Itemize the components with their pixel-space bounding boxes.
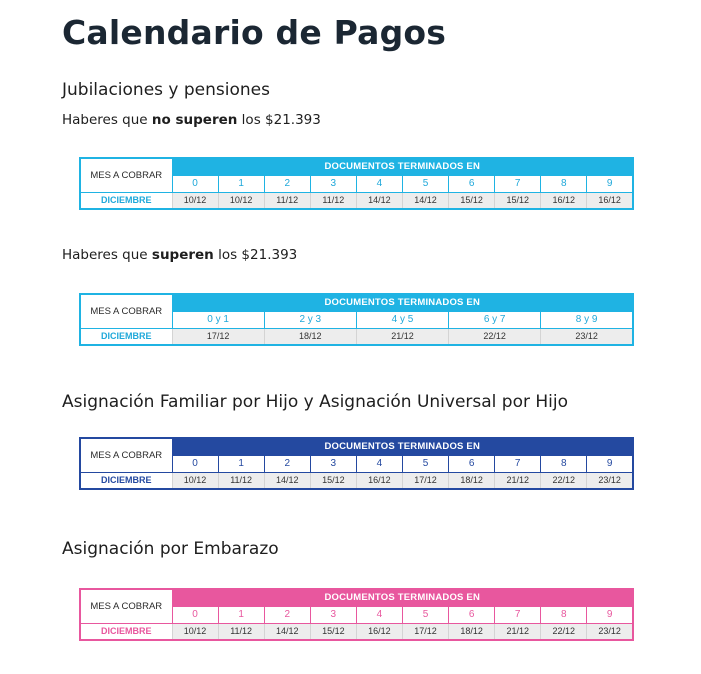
documentos-header: DOCUMENTOS TERMINADOS EN [172, 438, 633, 455]
termination-cell: 2 [264, 175, 310, 192]
payment-date-cell: 17/12 [402, 623, 448, 640]
termination-cell: 6 [449, 175, 495, 192]
termination-cell: 2 [264, 606, 310, 623]
payment-date-cell: 23/12 [541, 328, 633, 345]
payment-date-cell: 22/12 [541, 623, 587, 640]
termination-cell: 1 [218, 455, 264, 472]
header-row [80, 438, 633, 455]
termination-cell: 0 y 1 [172, 311, 264, 328]
mes-a-cobrar-header: MES A COBRAR [80, 294, 172, 328]
section-title-jubilaciones: Jubilaciones y pensiones [62, 80, 270, 100]
subtitle-superen [62, 246, 297, 264]
payment-table [79, 157, 634, 210]
page-title: Calendario de Pagos [62, 13, 447, 52]
termination-cell: 8 [541, 175, 587, 192]
payment-date-cell: 21/12 [356, 328, 448, 345]
month-cell: DICIEMBRE [80, 192, 172, 209]
termination-cell: 9 [587, 455, 633, 472]
payment-date-cell: 16/12 [356, 472, 402, 489]
termination-cell: 4 y 5 [356, 311, 448, 328]
termination-cell: 2 y 3 [264, 311, 356, 328]
payment-date-cell: 18/12 [449, 472, 495, 489]
payment-date-cell: 14/12 [264, 472, 310, 489]
payment-date-cell: 22/12 [449, 328, 541, 345]
termination-cell: 6 [449, 455, 495, 472]
termination-cell: 1 [218, 606, 264, 623]
header-row [80, 589, 633, 606]
documentos-header: DOCUMENTOS TERMINADOS EN [172, 158, 633, 175]
payment-date-cell: 14/12 [402, 192, 448, 209]
termination-cell: 8 y 9 [541, 311, 633, 328]
termination-cell: 9 [587, 606, 633, 623]
payment-date-cell: 10/12 [218, 192, 264, 209]
termination-cell: 6 y 7 [449, 311, 541, 328]
payment-date-cell: 17/12 [172, 328, 264, 345]
termination-cell: 3 [310, 175, 356, 192]
subtitle-bold: no superen [151, 112, 238, 128]
header-row [80, 158, 633, 175]
termination-cell: 7 [495, 606, 541, 623]
subtitle-suffix: los $21.393 [213, 247, 298, 263]
payment-date-cell: 15/12 [310, 623, 356, 640]
termination-cell: 8 [541, 455, 587, 472]
termination-cell: 2 [264, 455, 310, 472]
payment-date-cell: 18/12 [264, 328, 356, 345]
termination-cell: 7 [495, 455, 541, 472]
month-cell: DICIEMBRE [80, 623, 172, 640]
subtitle-prefix: Haberes que [62, 247, 152, 263]
termination-cell: 5 [402, 175, 448, 192]
subtitle-prefix: Haberes que [62, 112, 152, 128]
payment-date-cell: 22/12 [541, 472, 587, 489]
mes-a-cobrar-header: MES A COBRAR [80, 438, 172, 472]
section-title-asignacion-hijo: Asignación Familiar por Hijo y Asignación Universal por Hijo [62, 392, 569, 412]
termination-cell: 0 [172, 606, 218, 623]
payment-date-cell: 14/12 [264, 623, 310, 640]
termination-cell: 7 [495, 175, 541, 192]
termination-cell: 1 [218, 175, 264, 192]
payment-date-cell: 10/12 [172, 623, 218, 640]
termination-cell: 3 [310, 455, 356, 472]
payment-date-cell: 18/12 [449, 623, 495, 640]
payment-table [79, 293, 634, 346]
mes-a-cobrar-header: MES A COBRAR [80, 589, 172, 623]
termination-cell: 5 [402, 455, 448, 472]
dates-row [80, 192, 633, 209]
payment-date-cell: 11/12 [218, 623, 264, 640]
payment-date-cell: 10/12 [172, 472, 218, 489]
dates-row [80, 623, 633, 640]
termination-cell: 5 [402, 606, 448, 623]
header-row [80, 294, 633, 311]
payment-table [79, 588, 634, 641]
payment-date-cell: 23/12 [587, 623, 633, 640]
payment-date-cell: 15/12 [449, 192, 495, 209]
payment-date-cell: 23/12 [587, 472, 633, 489]
documentos-header: DOCUMENTOS TERMINADOS EN [172, 589, 633, 606]
payment-date-cell: 16/12 [356, 623, 402, 640]
payment-date-cell: 17/12 [402, 472, 448, 489]
payment-date-cell: 21/12 [495, 623, 541, 640]
subtitle-bold: superen [151, 247, 214, 263]
dates-row [80, 328, 633, 345]
termination-cell: 4 [356, 455, 402, 472]
payment-table [79, 437, 634, 490]
payment-date-cell: 11/12 [218, 472, 264, 489]
section-title-embarazo: Asignación por Embarazo [62, 539, 279, 559]
termination-cell: 4 [356, 175, 402, 192]
payment-date-cell: 21/12 [495, 472, 541, 489]
payment-date-cell: 16/12 [587, 192, 633, 209]
dates-row [80, 472, 633, 489]
termination-cell: 4 [356, 606, 402, 623]
termination-cell: 6 [449, 606, 495, 623]
subtitle-suffix: los $21.393 [237, 112, 321, 128]
payment-date-cell: 15/12 [495, 192, 541, 209]
payment-date-cell: 16/12 [541, 192, 587, 209]
mes-a-cobrar-header: MES A COBRAR [80, 158, 172, 192]
termination-cell: 3 [310, 606, 356, 623]
termination-cell: 0 [172, 455, 218, 472]
payment-date-cell: 14/12 [356, 192, 402, 209]
termination-cell: 0 [172, 175, 218, 192]
termination-cell: 8 [541, 606, 587, 623]
payment-date-cell: 11/12 [310, 192, 356, 209]
payment-date-cell: 15/12 [310, 472, 356, 489]
documentos-header: DOCUMENTOS TERMINADOS EN [172, 294, 633, 311]
payment-date-cell: 11/12 [264, 192, 310, 209]
payment-date-cell: 10/12 [172, 192, 218, 209]
termination-cell: 9 [587, 175, 633, 192]
subtitle-no-superen [62, 111, 321, 129]
month-cell: DICIEMBRE [80, 472, 172, 489]
month-cell: DICIEMBRE [80, 328, 172, 345]
